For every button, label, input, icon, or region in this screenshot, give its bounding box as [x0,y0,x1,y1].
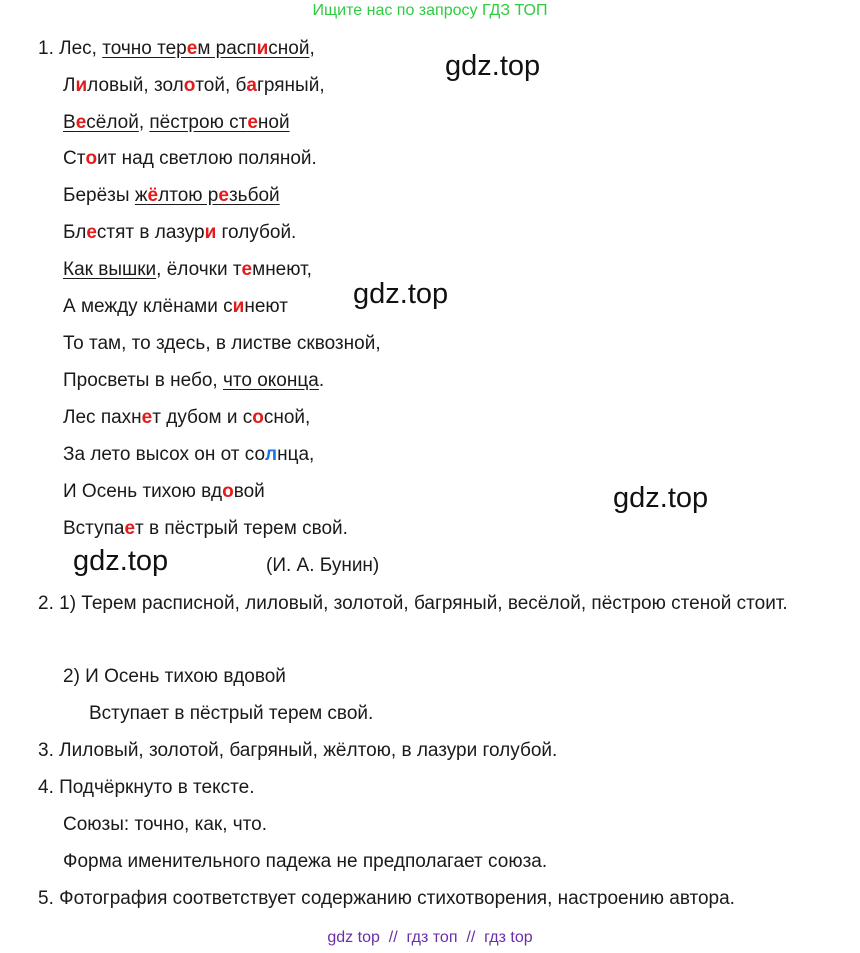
poem-line-6: Блестят в лазури голубой. [63,222,297,243]
highlight-letter: е [75,112,87,133]
highlight-letter: и [75,75,88,96]
answer-3: 3. Лиловый, золотой, багряный, жёлтою, в лазури голубой. [38,740,558,761]
underlined-phrase: Весёлой [63,112,139,133]
watermark: gdz.top [445,50,541,82]
highlight-letter: о [252,407,264,428]
highlight-letter: ё [147,185,159,206]
watermark: gdz.top [73,545,169,577]
watermark: gdz.top [353,278,449,310]
highlight-letter: е [218,185,229,206]
poem-line-3: Весёлой, пёстрою стеной [63,112,290,133]
highlight-letter: е [247,112,258,133]
top-banner: Ищите нас по запросу ГДЗ ТОП [312,2,548,19]
poem-line-12: За лето высох он от солнца, [63,444,315,465]
highlight-letter: и [204,222,217,243]
underlined-phrase: что оконца [222,370,319,391]
footer-watermark: gdz top // гдз топ // гдз top [327,929,533,946]
poem-line-13: И Осень тихою вдовой [63,481,265,502]
answer-2-part-2-line-1: 2) И Осень тихою вдовой [63,666,286,687]
answer-2: 2. 1) Терем расписной, лиловый, золотой, багряный, весёлой, пёстрою стеной стоит. [38,593,788,614]
poem-line-14: Вступает в пёстрый терем свой. [63,518,348,539]
highlight-letter: и [256,38,269,59]
poem-line-4: Стоит над светлою поляной. [63,148,317,169]
underlined-phrase: точно терем расписной [102,38,310,59]
poem-line-7: Как вышки, ёлочки темнеют, [63,259,312,280]
watermark: gdz.top [613,482,709,514]
highlight-letter: е [186,38,198,59]
poem-author: (И. А. Бунин) [266,555,380,576]
answer-5: 5. Фотография соответствует содержанию стихотворения, настроению автора. [38,888,735,909]
highlight-letter: а [246,75,257,96]
highlight-letter: е [124,518,136,539]
highlight-letter: о [183,75,196,96]
poem-line-1: 1. Лес, точно терем расписной, [38,38,315,59]
highlight-letter: л [265,444,278,465]
answer-4: 4. Подчёркнуто в тексте. [38,777,255,798]
underlined-phrase: Как вышки [63,259,157,280]
poem-line-5: Берёзы жёлтою резьбой [63,185,280,206]
highlight-letter: е [241,259,253,280]
underlined-phrase: пёстрою стеной [149,112,290,133]
highlight-letter: е [86,222,97,243]
highlight-letter: и [232,296,245,317]
poem-line-11: Лес пахнет дубом и сосной, [63,407,311,428]
poem-line-9: То там, то здесь, в листве сквозной, [63,333,381,354]
item-number: 1. [38,38,54,59]
answer-4-form: Форма именительного падежа не предполагает союза. [63,851,548,872]
answer-2-part-2-line-2: Вступает в пёстрый терем свой. [89,703,374,724]
highlight-letter: е [141,407,153,428]
poem-line-2: Лиловый, золотой, багряный, [63,75,325,96]
poem-line-10: Просветы в небо, что оконца. [63,370,325,391]
highlight-letter: о [85,148,98,169]
poem-line-8: А между клёнами синеют [63,296,288,317]
answer-4-conjunctions: Союзы: точно, как, что. [63,814,268,835]
underlined-phrase: жёлтою резьбой [134,185,280,206]
highlight-letter: о [222,481,234,502]
